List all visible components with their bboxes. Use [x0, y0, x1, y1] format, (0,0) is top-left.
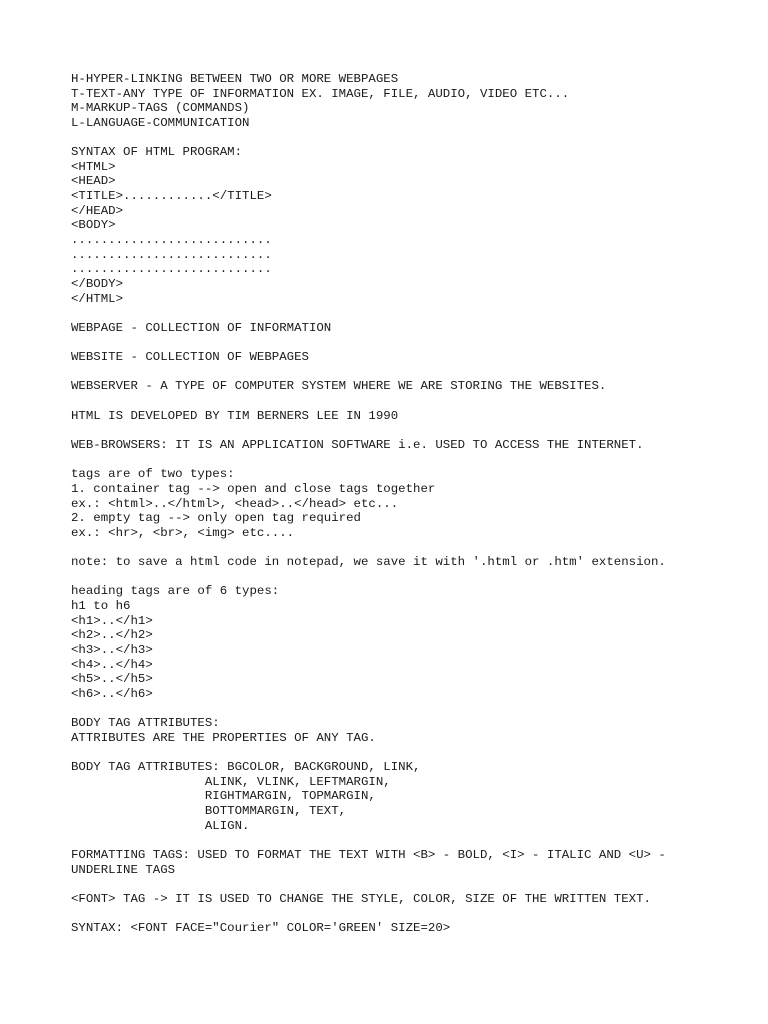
text-line: WEBSERVER - A TYPE OF COMPUTER SYSTEM WHERE WE ARE STORING THE WEBSITES. [71, 379, 607, 394]
text-line: <h1>..</h1> [71, 613, 153, 628]
text-line: WEB-BROWSERS: IT IS AN APPLICATION SOFTWARE i.e. USED TO ACCESS THE INTERNET. [71, 438, 644, 453]
text-line: ex.: <html>..</html>, <head>..</head> etc... [71, 496, 399, 511]
text-line: tags are of two types: [71, 467, 235, 482]
text-line: H-HYPER-LINKING BETWEEN TWO OR MORE WEBPAGES [71, 72, 399, 86]
blank-line [71, 907, 751, 922]
text-line: <h3>..</h3> [71, 642, 153, 657]
text-line: </HTML> [71, 291, 124, 306]
text-line: FORMATTING TAGS: USED TO FORMAT THE TEXT WITH <B> - BOLD, <I> - ITALIC AND <U> - [71, 847, 666, 862]
text-line: HTML IS DEVELOPED BY TIM BERNERS LEE IN 1990 [71, 408, 399, 423]
blank-line [71, 336, 751, 351]
text-line: SYNTAX OF HTML PROGRAM: [71, 145, 243, 160]
text-line: <HTML> [71, 159, 116, 174]
blank-line [71, 394, 751, 409]
text-line: <BODY> [71, 218, 116, 233]
text-line: </HEAD> [71, 203, 124, 218]
text-line: <TITLE>............</TITLE> [71, 189, 272, 204]
text-line: ALIGN. [71, 818, 250, 833]
text-line: <h4>..</h4> [71, 657, 153, 672]
text-line: BODY TAG ATTRIBUTES: [71, 716, 220, 731]
blank-line [71, 306, 751, 321]
text-line: </BODY> [71, 276, 124, 291]
blank-line [71, 131, 751, 146]
text-line: BODY TAG ATTRIBUTES: BGCOLOR, BACKGROUND, LINK, [71, 760, 421, 775]
text-line: ........................... [71, 247, 272, 262]
text-line: <h5>..</h5> [71, 672, 153, 687]
blank-line [71, 365, 751, 380]
blank-line [71, 570, 751, 585]
text-line: T-TEXT-ANY TYPE OF INFORMATION EX. IMAGE, FILE, AUDIO, VIDEO ETC... [71, 86, 570, 101]
text-line: note: to save a html code in notepad, we save it with '.html or .htm' extension. [71, 555, 666, 570]
text-line: L-LANGUAGE-COMMUNICATION [71, 115, 250, 130]
text-line: WEBPAGE - COLLECTION OF INFORMATION [71, 320, 332, 335]
text-line: 2. empty tag --> only open tag required [71, 511, 361, 526]
text-line: ex.: <hr>, <br>, <img> etc.... [71, 525, 295, 540]
blank-line [71, 745, 751, 760]
text-line: <h6>..</h6> [71, 686, 153, 701]
blank-line [71, 833, 751, 848]
blank-line [71, 541, 751, 556]
text-line: RIGHTMARGIN, TOPMARGIN, [71, 789, 376, 804]
text-line: <h2>..</h2> [71, 628, 153, 643]
blank-line [71, 453, 751, 468]
text-line: ........................... [71, 233, 272, 248]
text-line: ATTRIBUTES ARE THE PROPERTIES OF ANY TAG. [71, 730, 376, 745]
text-line: BOTTOMMARGIN, TEXT, [71, 804, 347, 819]
blank-line [71, 423, 751, 438]
text-line: SYNTAX: <FONT FACE="Courier" COLOR='GREEN' SIZE=20> [71, 921, 451, 936]
text-line: <HEAD> [71, 174, 116, 189]
text-line: h1 to h6 [71, 599, 131, 614]
text-line: WEBSITE - COLLECTION OF WEBPAGES [71, 350, 309, 365]
text-line: ........................... [71, 262, 272, 277]
text-line: M-MARKUP-TAGS (COMMANDS) [71, 101, 250, 116]
text-line: ALINK, VLINK, LEFTMARGIN, [71, 774, 391, 789]
text-line: <FONT> TAG -> IT IS USED TO CHANGE THE STYLE, COLOR, SIZE OF THE WRITTEN TEXT. [71, 891, 651, 906]
text-line: 1. container tag --> open and close tags together [71, 481, 436, 496]
blank-line [71, 877, 751, 892]
text-line: heading tags are of 6 types: [71, 584, 280, 599]
document-body [71, 72, 751, 936]
text-line: UNDERLINE TAGS [71, 862, 176, 877]
blank-line [71, 702, 751, 717]
